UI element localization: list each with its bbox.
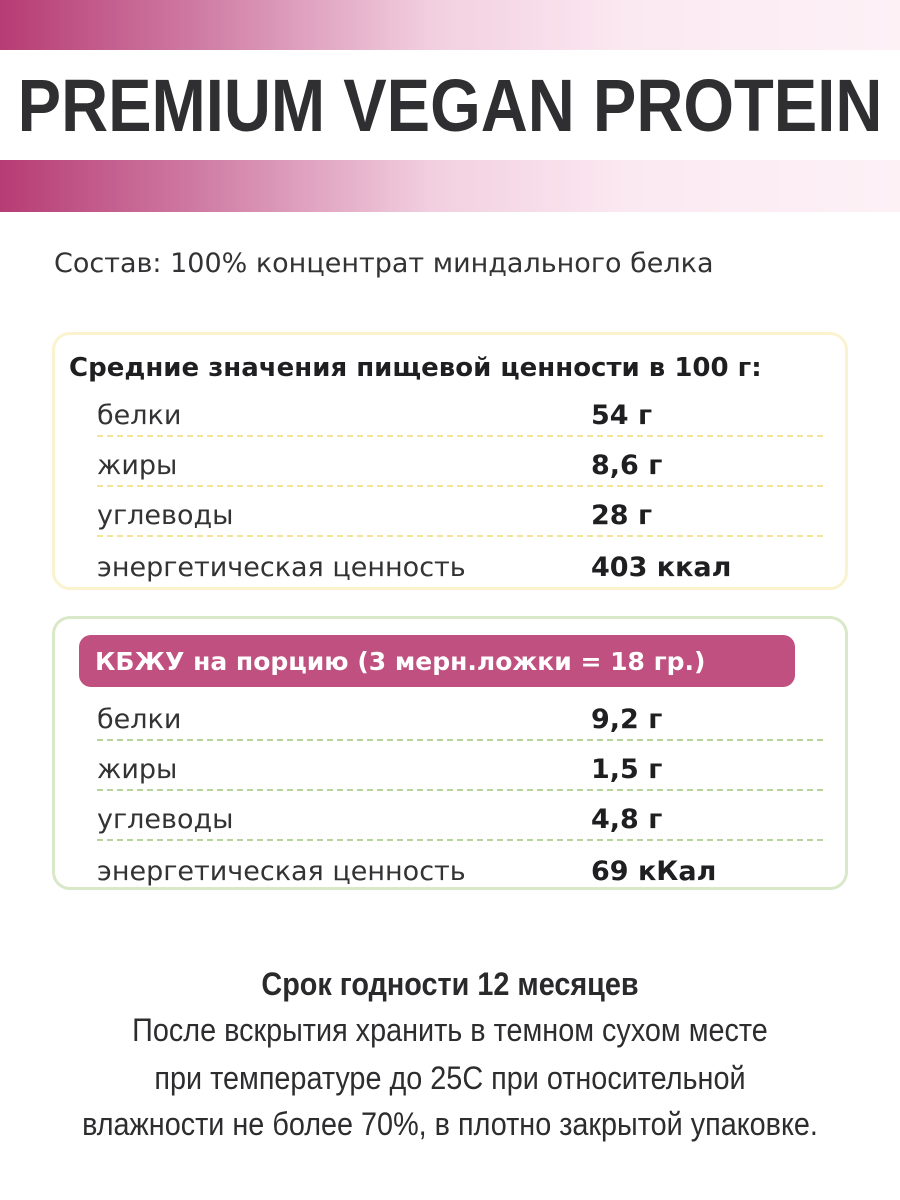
nutrient-value: 403 ккал: [591, 552, 732, 583]
nutrient-label: углеводы: [97, 804, 234, 835]
nutrient-label: белки: [97, 704, 182, 735]
storage-instructions-line: при температуре до 25С при относительной: [154, 1060, 746, 1096]
nutrition-per-100g-box: [52, 332, 848, 590]
nutrient-value: 8,6 г: [591, 450, 663, 481]
nutrient-label: энергетическая ценность: [97, 552, 466, 583]
nutrient-label: энергетическая ценность: [97, 856, 466, 887]
nutrient-value: 69 кКал: [591, 856, 717, 887]
nutrition-per-serving-box: [52, 616, 848, 890]
nutrient-value: 4,8 г: [591, 804, 663, 835]
page-title: PREMIUM VEGAN PROTEIN: [17, 63, 883, 147]
nutrition-row: [97, 387, 823, 437]
storage-instructions-line: влажности не более 70%, в плотно закрытой упаковке.: [82, 1106, 818, 1142]
composition-text: Состав: 100% концентрат миндального белка: [54, 248, 714, 279]
nutrient-label: жиры: [97, 450, 178, 481]
nutrient-value: 1,5 г: [591, 754, 663, 785]
nutrition-row: [97, 691, 823, 741]
nutrition-per-100g-heading: Средние значения пищевой ценности в 100 г:: [69, 353, 762, 383]
nutrient-label: углеводы: [97, 500, 234, 531]
nutrition-row: [97, 841, 823, 891]
header-gradient-band-bottom: [0, 160, 900, 212]
nutrition-row: [97, 437, 823, 487]
nutrient-value: 28 г: [591, 500, 653, 531]
nutrition-row: [97, 791, 823, 841]
per-serving-heading-badge: КБЖУ на порцию (3 мерн.ложки = 18 гр.): [79, 635, 795, 687]
nutrient-label: жиры: [97, 754, 178, 785]
shelf-life-title: Срок годности 12 месяцев: [261, 966, 639, 1002]
nutrient-label: белки: [97, 400, 182, 431]
nutrient-value: 54 г: [591, 400, 653, 431]
nutrition-row: [97, 741, 823, 791]
storage-instructions-line: После вскрытия хранить в темном сухом месте: [132, 1012, 768, 1048]
header-gradient-band-top: [0, 0, 900, 50]
nutrition-row: [97, 537, 823, 587]
nutrient-value: 9,2 г: [591, 704, 663, 735]
nutrition-row: [97, 487, 823, 537]
